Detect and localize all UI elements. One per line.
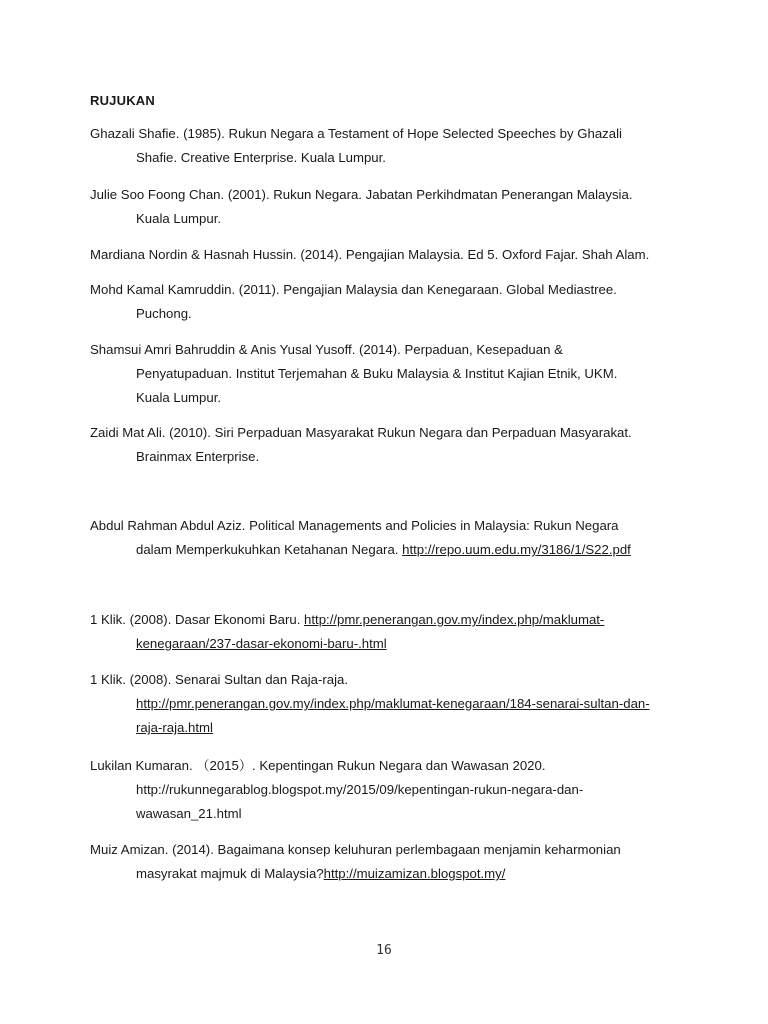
reference-line bbox=[90, 302, 690, 326]
reference-text: Muiz Amizan. (2014). Bagaimana konsep keluhuran perlembagaan menjamin keharmonian bbox=[90, 842, 621, 857]
reference-text: Penyatupaduan. Institut Terjemahan & Buku Malaysia & Institut Kajian Etnik, UKM. bbox=[136, 366, 618, 381]
reference-line bbox=[90, 338, 690, 362]
reference-entry bbox=[90, 754, 690, 826]
reference-text: 1 Klik. (2008). Senarai Sultan dan Raja-raja. bbox=[90, 672, 349, 687]
reference-link[interactable]: http://muizamizan.blogspot.my/ bbox=[323, 866, 506, 881]
reference-line bbox=[90, 778, 690, 802]
reference-line bbox=[90, 632, 690, 656]
reference-entry bbox=[90, 421, 690, 469]
reference-line bbox=[90, 207, 690, 231]
reference-text: Puchong. bbox=[136, 306, 192, 321]
reference-text: Lukilan Kumaran. （2015）. Kepentingan Rukun Negara dan Wawasan 2020. bbox=[90, 758, 546, 773]
reference-entry bbox=[90, 243, 690, 267]
reference-line bbox=[90, 538, 690, 562]
reference-entry bbox=[90, 514, 690, 562]
reference-line bbox=[90, 716, 690, 740]
reference-text: Mohd Kamal Kamruddin. (2011). Pengajian Malaysia dan Kenegaraan. Global Mediastree. bbox=[90, 282, 617, 297]
reference-text: Kuala Lumpur. bbox=[136, 390, 222, 405]
reference-line bbox=[90, 514, 690, 538]
reference-text: Julie Soo Foong Chan. (2001). Rukun Negara. Jabatan Perkihdmatan Penerangan Malaysia. bbox=[90, 187, 633, 202]
reference-text: http://rukunnegarablog.blogspot.my/2015/09/kepentingan-rukun-negara-dan- bbox=[136, 782, 584, 797]
reference-link[interactable]: raja-raja.html bbox=[136, 720, 213, 735]
reference-line bbox=[90, 146, 690, 170]
reference-line bbox=[90, 692, 690, 716]
reference-text: Brainmax Enterprise. bbox=[136, 449, 260, 464]
reference-text: Abdul Rahman Abdul Aziz. Political Managements and Policies in Malaysia: Rukun Negara bbox=[90, 518, 619, 533]
reference-text: Zaidi Mat Ali. (2010). Siri Perpaduan Masyarakat Rukun Negara dan Perpaduan Masyarakat. bbox=[90, 425, 632, 440]
reference-line bbox=[90, 862, 690, 886]
reference-text: 1 Klik. (2008). Dasar Ekonomi Baru. bbox=[90, 612, 305, 627]
reference-link[interactable]: kenegaraan/237-dasar-ekonomi-baru-.html bbox=[136, 636, 387, 651]
reference-text: dalam Memperkukuhkan Ketahanan Negara. bbox=[136, 542, 403, 557]
reference-line bbox=[90, 243, 690, 267]
reference-text: Shafie. Creative Enterprise. Kuala Lumpur. bbox=[136, 150, 386, 165]
reference-entry bbox=[90, 183, 690, 231]
reference-text: Shamsui Amri Bahruddin & Anis Yusal Yusoff. (2014). Perpaduan, Kesepaduan & bbox=[90, 342, 563, 357]
reference-link[interactable]: http://pmr.penerangan.gov.my/index.php/maklumat-kenegaraan/184-senarai-sultan-dan- bbox=[136, 696, 650, 711]
reference-entry bbox=[90, 838, 690, 886]
reference-text: masyrakat majmuk di Malaysia? bbox=[136, 866, 324, 881]
reference-line bbox=[90, 362, 690, 386]
reference-link[interactable]: http://pmr.penerangan.gov.my/index.php/maklumat- bbox=[304, 612, 605, 627]
reference-entry bbox=[90, 122, 690, 170]
reference-entry bbox=[90, 278, 690, 326]
references-heading: RUJUKAN bbox=[90, 93, 155, 108]
reference-line bbox=[90, 421, 690, 445]
reference-line bbox=[90, 668, 690, 692]
reference-line bbox=[90, 183, 690, 207]
page-number: 16 bbox=[376, 943, 392, 958]
reference-line bbox=[90, 608, 690, 632]
reference-line bbox=[90, 838, 690, 862]
reference-text: Kuala Lumpur. bbox=[136, 211, 222, 226]
reference-text: Ghazali Shafie. (1985). Rukun Negara a Testament of Hope Selected Speeches by Ghazali bbox=[90, 126, 622, 141]
reference-line bbox=[90, 386, 690, 410]
reference-text: wawasan_21.html bbox=[136, 806, 242, 821]
reference-entry bbox=[90, 338, 690, 410]
reference-text: Mardiana Nordin & Hasnah Hussin. (2014). Pengajian Malaysia. Ed 5. Oxford Fajar. Shah Alam. bbox=[90, 247, 650, 262]
reference-line bbox=[90, 278, 690, 302]
reference-link[interactable]: http://repo.uum.edu.my/3186/1/S22.pdf bbox=[402, 542, 631, 557]
reference-entry bbox=[90, 608, 690, 656]
reference-line bbox=[90, 122, 690, 146]
reference-entry bbox=[90, 668, 690, 740]
reference-line bbox=[90, 445, 690, 469]
reference-line bbox=[90, 802, 690, 826]
reference-line bbox=[90, 754, 690, 778]
